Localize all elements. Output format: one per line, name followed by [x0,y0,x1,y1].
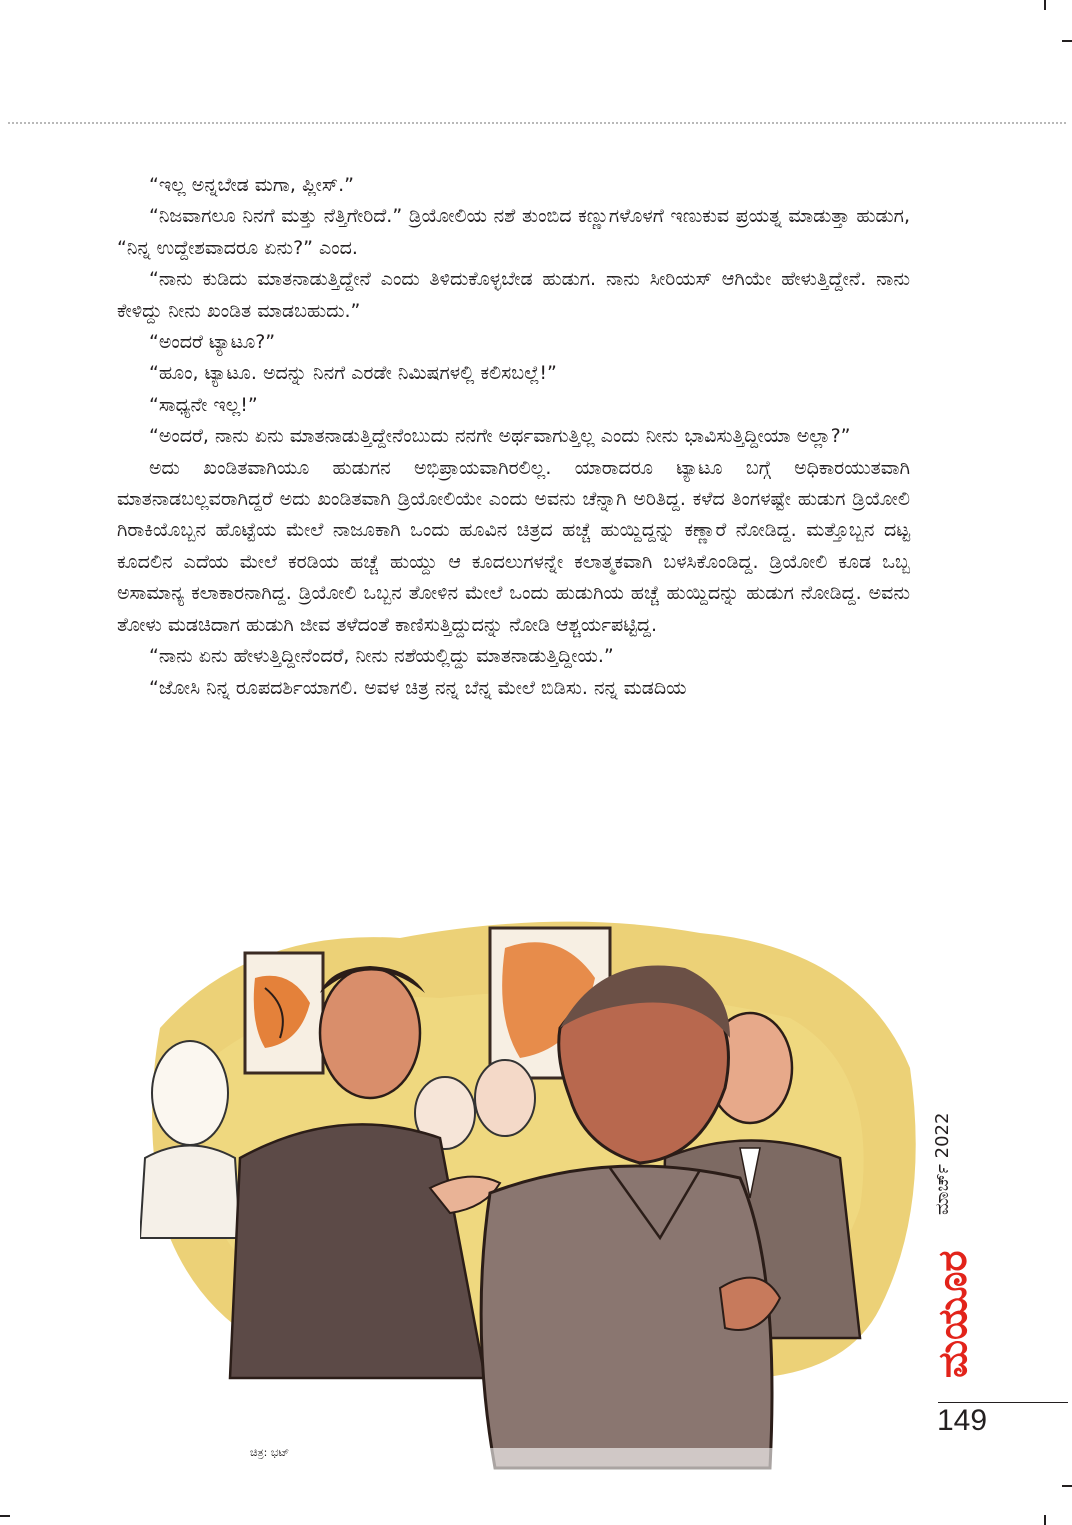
paragraph: “ಹೂಂ, ಟ್ಯಾಟೂ. ಅದನ್ನು ನಿನಗೆ ಎರಡೇ ನಿಮಿಷಗಳಲ್ಲಿ ಕಲಿಸಬಲ್ಲೆ!” [149,362,557,385]
illustration-signature: ಚಿತ್ರ: ಭಟ್ [250,1446,290,1459]
paragraph: “ನಾನು ಕುಡಿದು ಮಾತನಾಡುತ್ತಿದ್ದೇನೆ ಎಂದು ತಿಳಿದುಕೊಳ್ಳಬೇಡ ಹುಡುಗ. ನಾನು ಸೀರಿಯಸ್ ಆಗಿಯೇ ಹೇಳುತ್ತಿದ್ದೇನೆ. ನಾನು ಕೇಳಿದ್ದು ನೀನು ಖಂಡಿತ ಮಾಡಬಹುದು.” [117,268,910,322]
article-body [117,170,910,704]
page-number-rule [938,1402,1068,1403]
paragraph: “ಇಲ್ಲ ಅನ್ನಬೇಡ ಮಗಾ, ಪ್ಲೀಸ್.” [149,174,354,196]
crop-mark-left-bottom [0,1515,10,1517]
paragraph: ಅದು ಖಂಡಿತವಾಗಿಯೂ ಹುಡುಗನ ಅಭಿಪ್ರಾಯವಾಗಿರಲಿಲ್ಲ. ಯಾರಾದರೂ ಟ್ಯಾಟೂ ಬಗ್ಗೆ ಅಧಿಕಾರಯುತವಾಗಿ ಮಾತನಾಡಬಲ್ಲವರಾಗಿದ್ದರೆ ಅದು ಖಂಡಿತವಾಗಿ ಡ್ರಿಯೋಲಿಯೇ ಎಂದು ಅವನು ಚೆನ್ನಾಗಿ ಅರಿತಿದ್ದ. ಕಳೆದ ತಿಂಗಳಷ್ಟೇ ಹುಡುಗ ಡ್ರಿಯೋಲಿ ಗಿರಾಕಿಯೊಬ್ಬನ ಹೊಟ್ಟೆಯ ಮೇಲೆ ನಾಜೂಕಾಗಿ ಒಂದು ಹೂವಿನ ಚಿತ್ರದ ಹಚ್ಚೆ ಹುಯ್ದಿದ್ದನ್ನು ಕಣ್ಣಾರೆ ನೋಡಿದ್ದ. ಮತ್ತೊಬ್ಬನ ದಟ್ಟ ಕೂದಲಿನ ಎದೆಯ ಮೇಲೆ ಕರಡಿಯ ಹಚ್ಚೆ ಹುಯ್ದು ಆ ಕೂದಲುಗಳನ್ನೇ ಕಲಾತ್ಮಕವಾಗಿ ಬಳಸಿಕೊಂಡಿದ್ದ. ಡ್ರಿಯೋಲಿ ಕೂಡ ಒಬ್ಬ ಅಸಾಮಾನ್ಯ ಕಲಾಕಾರನಾಗಿದ್ದ. ಡ್ರಿಯೋಲಿ ಒಬ್ಬನ ತೋಳಿನ ಮೇಲೆ ಒಂದು ಹುಡುಗಿಯ ಹಚ್ಚೆ ಹುಯ್ದಿದನ್ನು ಹುಡುಗ ನೋಡಿದ್ದ. ಅವನು ತೋಳು ಮಡಚಿದಾಗ ಹುಡುಗಿ ಜೀವ ತಳೆದಂತೆ ಕಾಣಿಸುತ್ತಿದ್ದುದನ್ನು ನೋಡಿ ಆಶ್ಚರ್ಯಪಟ್ಟಿದ್ದ. [117,456,910,636]
paragraph: “ಅಂದರೆ, ನಾನು ಏನು ಮಾತನಾಡುತ್ತಿದ್ದೇನೆಂಬುದು ನನಗೇ ಅರ್ಥವಾಗುತ್ತಿಲ್ಲ ಎಂದು ನೀನು ಭಾವಿಸುತ್ತಿದ್ದೀಯಾ ಅಲ್ಲಾ?” [149,425,851,448]
paragraph: “ಜೋಸಿ ನಿನ್ನ ರೂಪದರ್ಶಿಯಾಗಲಿ. ಅವಳ ಚಿತ್ರ ನನ್ನ ಬೆನ್ನ ಮೇಲೆ ಬಿಡಿಸು. ನನ್ನ ಮಡದಿಯ [149,676,687,699]
crop-mark-bottom-right-v [1044,1515,1046,1525]
crop-mark-bottom-right [1062,1485,1072,1487]
paragraph: “ನಾನು ಏನು ಹೇಳುತ್ತಿದ್ದೀನೆಂದರೆ, ನೀನು ನಶೆಯಲ್ಲಿದ್ದು ಮಾತನಾಡುತ್ತಿದ್ದೀಯ.” [149,645,614,668]
page-number: 149 [937,1404,988,1437]
paragraph: “ನಿಜವಾಗಲೂ ನಿನಗೆ ಮತ್ತು ನೆತ್ತಿಗೇರಿದೆ.” ಡ್ರಿಯೋಲಿಯ ನಶೆ ತುಂಬಿದ ಕಣ್ಣುಗಳೊಳಗೆ ಇಣುಕುವ ಪ್ರಯತ್ನ ಮಾಡುತ್ತಾ ಹುಡುಗ, “ನಿನ್ನ ಉದ್ದೇಶವಾದರೂ ಏನು?” ಎಂದ. [117,205,910,259]
paragraph: “ಅಂದರೆ ಟ್ಯಾಟೂ?” [149,331,276,354]
paragraph: “ಸಾಧ್ಯನೇ ಇಲ್ಲ!” [149,393,258,416]
crop-mark-right-upper [1062,40,1072,42]
wall-painting-left [245,953,323,1073]
story-illustration [140,908,930,1503]
magazine-date: ಮಾರ್ಚ್ 2022 [932,1112,953,1215]
dotted-separator [8,122,1066,124]
magazine-logo: ಮಯೂರ [930,1250,976,1378]
crop-mark-top-right [1044,0,1046,10]
